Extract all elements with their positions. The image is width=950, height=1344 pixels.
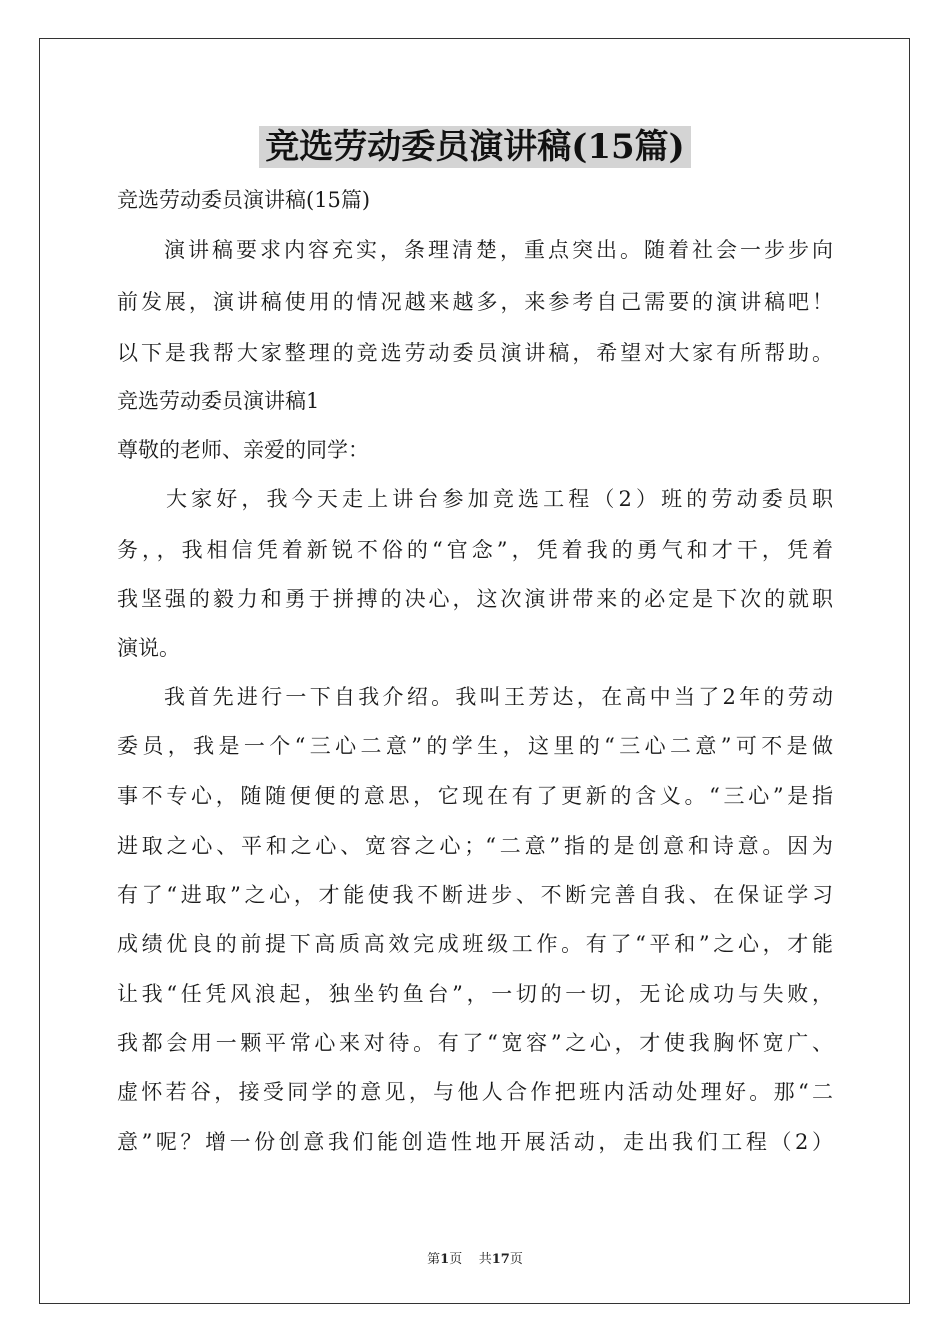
total-pages: 17 bbox=[491, 1252, 510, 1267]
para2-line-4: 进取之心、平和之心、宽容之心；“二意”指的是创意和诗意。因为 bbox=[117, 834, 833, 858]
page-suffix: 页 bbox=[449, 1252, 463, 1267]
para2-line-5: 有了“进取”之心，才能使我不断进步、不断完善自我、在保证学习 bbox=[117, 883, 833, 907]
para2-line-8: 我都会用一颗平常心来对待。有了“宽容”之心，才使我胸怀宽广、 bbox=[117, 1031, 833, 1055]
para2-line-1: 我首先进行一下自我介绍。我叫王芳达，在高中当了2年的劳动 bbox=[164, 685, 833, 709]
para2-line-3: 事不专心，随随便便的意思，它现在有了更新的含义。“三心”是指 bbox=[117, 784, 833, 808]
page-footer bbox=[0, 1248, 950, 1267]
section-heading: 竞选劳动委员演讲稿1 bbox=[117, 389, 320, 413]
page-prefix: 第 bbox=[427, 1252, 441, 1267]
para2-line-9: 虚怀若谷，接受同学的意见，与他人合作把班内活动处理好。那“二 bbox=[117, 1080, 833, 1104]
page-number: 1 bbox=[440, 1252, 450, 1267]
title-container bbox=[0, 126, 950, 168]
salutation: 尊敬的老师、亲爱的同学： bbox=[117, 438, 369, 462]
para2-line-10: 意”呢？增一份创意我们能创造性地开展活动，走出我们工程（2） bbox=[117, 1130, 833, 1154]
document-title: 竞选劳动委员演讲稿(15篇) bbox=[259, 126, 691, 168]
para1-line-3: 我坚强的毅力和勇于拼搏的决心，这次演讲带来的必定是下次的就职 bbox=[117, 587, 833, 611]
total-prefix: 共 bbox=[478, 1252, 492, 1267]
para2-line-7: 让我“任凭风浪起，独坐钓鱼台”，一切的一切，无论成功与失败， bbox=[117, 982, 833, 1006]
para1-line-1: 大家好，我今天走上讲台参加竞选工程（2）班的劳动委员职 bbox=[166, 487, 833, 511]
para2-line-6: 成绩优良的前提下高质高效完成班级工作。有了“平和”之心，才能 bbox=[117, 932, 833, 956]
page-border bbox=[39, 38, 910, 1304]
para1-line-2: 务，，我相信凭着新锐不俗的“官念”，凭着我的勇气和才干，凭着 bbox=[117, 538, 833, 562]
intro-line-1: 演讲稿要求内容充实，条理清楚，重点突出。随着社会一步步向 bbox=[164, 238, 833, 262]
para2-line-2: 委员，我是一个“三心二意”的学生，这里的“三心二意”可不是做 bbox=[117, 734, 833, 758]
para1-line-4: 演说。 bbox=[117, 636, 180, 660]
intro-line-3: 以下是我帮大家整理的竞选劳动委员演讲稿，希望对大家有所帮助。 bbox=[117, 341, 833, 365]
total-suffix: 页 bbox=[509, 1252, 523, 1267]
document-subtitle: 竞选劳动委员演讲稿(15篇) bbox=[117, 188, 371, 212]
intro-line-2: 前发展，演讲稿使用的情况越来越多，来参考自己需要的演讲稿吧！ bbox=[117, 290, 833, 314]
